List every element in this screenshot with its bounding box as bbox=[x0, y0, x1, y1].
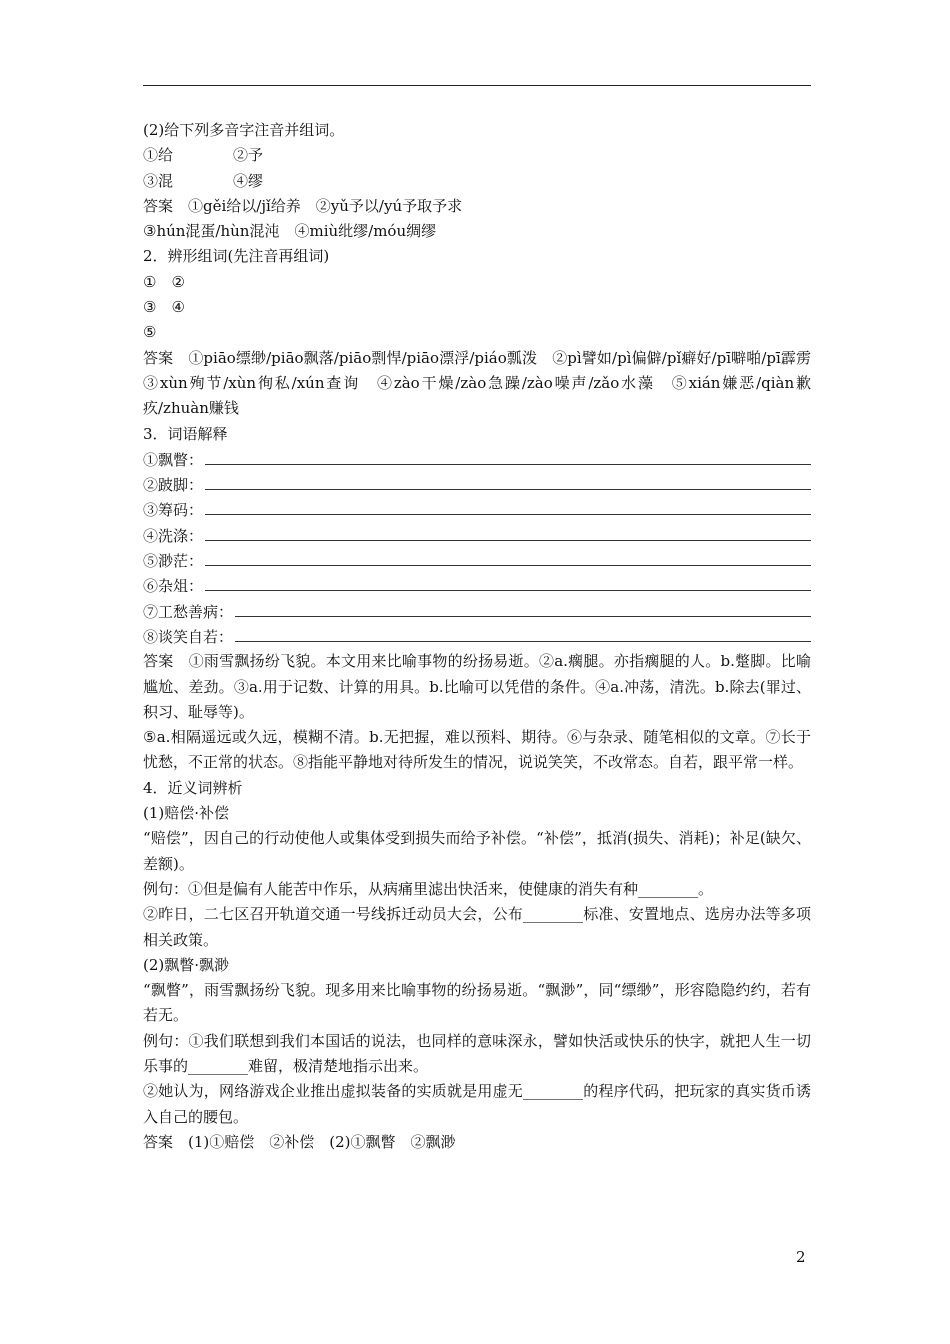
term-item bbox=[143, 573, 811, 598]
terms-answer-2: ⑤a.相隔遥远或久远，模糊不清。b.无把握，难以预料、期待。⑥与杂录、随笔相似的文章。⑦长于忧愁，不正常的状态。⑧指能平静地对待所发生的情况，说说笑笑，不改常态。自若，跟平常一样。 bbox=[143, 728, 811, 772]
term-item bbox=[143, 624, 811, 649]
term-item bbox=[143, 599, 811, 624]
polyphone-answer-1: 答案 ①gěi给以/jǐ给养 ②yǔ予以/yú予取予求 bbox=[143, 196, 463, 215]
shape-answer: 答案 ①piāo缥缈/piāo飘落/piāo剽悍/piāo漂浮/piáo瓢泼 ②pì譬如/pì偏僻/pǐ癖好/pī噼啪/pī霹雳 ③xùn殉节/xùn徇私/xún查询 ④zào干燥/zào急躁/zào噪声/zǎo水藻 ⑤xián嫌恶/qiàn歉疚/zhuàn赚钱 bbox=[143, 348, 827, 418]
polyphone-answer-2: ③hún混蛋/hùn混沌 ④miù纰缪/móu绸缪 bbox=[143, 222, 437, 241]
term-label: ⑤渺茫： bbox=[143, 552, 204, 571]
answer-blank-line bbox=[205, 523, 811, 541]
answer-blank-line bbox=[205, 447, 811, 465]
synonyms-answer: 答案 (1)①赔偿 ②补偿 (2)①飘瞥 ②飘渺 bbox=[143, 1132, 456, 1151]
synonym-pair-1-title: (1)赔偿·补偿 bbox=[143, 804, 230, 823]
shape-row-1: ① ② bbox=[143, 272, 185, 291]
synonym-pair-2-example-1: 例句：①我们联想到我们本国话的说法，也同样的意味深永，譬如快活或快乐的快字，就把人生一切乐事的________难留，极清楚地指示出来。 bbox=[143, 1031, 811, 1075]
polyphone-row-1: ①给 ②予 bbox=[143, 146, 264, 165]
answer-blank-line bbox=[205, 472, 811, 490]
term-item bbox=[143, 523, 811, 548]
term-label: ①飘瞥： bbox=[143, 450, 204, 469]
synonym-pair-1-desc: “赔偿”，因自己的行动使他人或集体受到损失而给予补偿。“补偿”，抵消(损失、消耗)；补足(缺欠、差额)。 bbox=[143, 829, 811, 873]
synonym-pair-1-example-1: 例句：①但是偏有人能苦中作乐，从病痛里滤出快活来，使健康的消失有种________。 bbox=[143, 879, 714, 898]
answer-blank-line bbox=[235, 599, 811, 617]
answer-blank-line bbox=[205, 548, 811, 566]
synonym-pair-2-desc: “飘瞥”，雨雪飘扬纷飞貌。现多用来比喻事物的纷扬易逝。“飘渺”，同“缥缈”，形容隐隐约约，若有若无。 bbox=[143, 981, 811, 1025]
answer-blank-line bbox=[205, 497, 811, 515]
term-label: ⑦工愁善病： bbox=[143, 602, 234, 621]
page-number: 2 bbox=[796, 1248, 806, 1266]
term-item bbox=[143, 497, 811, 522]
term-item bbox=[143, 472, 811, 497]
terms-heading: 3．词语解释 bbox=[143, 424, 228, 443]
term-label: ③筹码： bbox=[143, 501, 204, 520]
answer-blank-line bbox=[205, 573, 811, 591]
polyphone-heading: (2)给下列多音字注音并组词。 bbox=[143, 121, 345, 139]
synonym-pair-2-title: (2)飘瞥·飘渺 bbox=[143, 955, 230, 974]
answer-blank-line bbox=[235, 624, 811, 642]
header-rule bbox=[143, 85, 811, 86]
synonym-pair-2-example-2: ②她认为，网络游戏企业推出虚拟装备的实质就是用虚无________的程序代码，把玩家的真实货币诱入自己的腰包。 bbox=[143, 1082, 811, 1126]
term-label: ⑥杂俎： bbox=[143, 577, 204, 596]
polyphone-row-2: ③混 ④缪 bbox=[143, 171, 264, 190]
term-item bbox=[143, 548, 811, 573]
term-label: ④洗涤： bbox=[143, 526, 204, 545]
shape-heading: 2．辨形组词(先注音再组词) bbox=[143, 247, 330, 266]
term-label: ②跛脚： bbox=[143, 476, 204, 495]
synonym-pair-1-example-2: ②昨日，二七区召开轨道交通一号线拆迁动员大会，公布________标准、安置地点、选房办法等多项相关政策。 bbox=[143, 905, 811, 949]
synonyms-heading: 4．近义词辨析 bbox=[143, 778, 243, 797]
shape-row-3: ⑤ bbox=[143, 323, 157, 342]
term-item bbox=[143, 447, 811, 472]
terms-answer-1: 答案 ①雨雪飘扬纷飞貌。本文用来比喻事物的纷扬易逝。②a.瘸腿。亦指瘸腿的人。b.蹩脚。比喻尴尬、差劲。③a.用于记数、计算的用具。b.比喻可以凭借的条件。④a.冲荡，清洗。b.除去(罪过、积习、耻辱等)。 bbox=[143, 652, 811, 721]
term-label: ⑧谈笑自若： bbox=[143, 627, 234, 646]
shape-row-2: ③ ④ bbox=[143, 298, 185, 317]
document-body bbox=[143, 118, 827, 1155]
